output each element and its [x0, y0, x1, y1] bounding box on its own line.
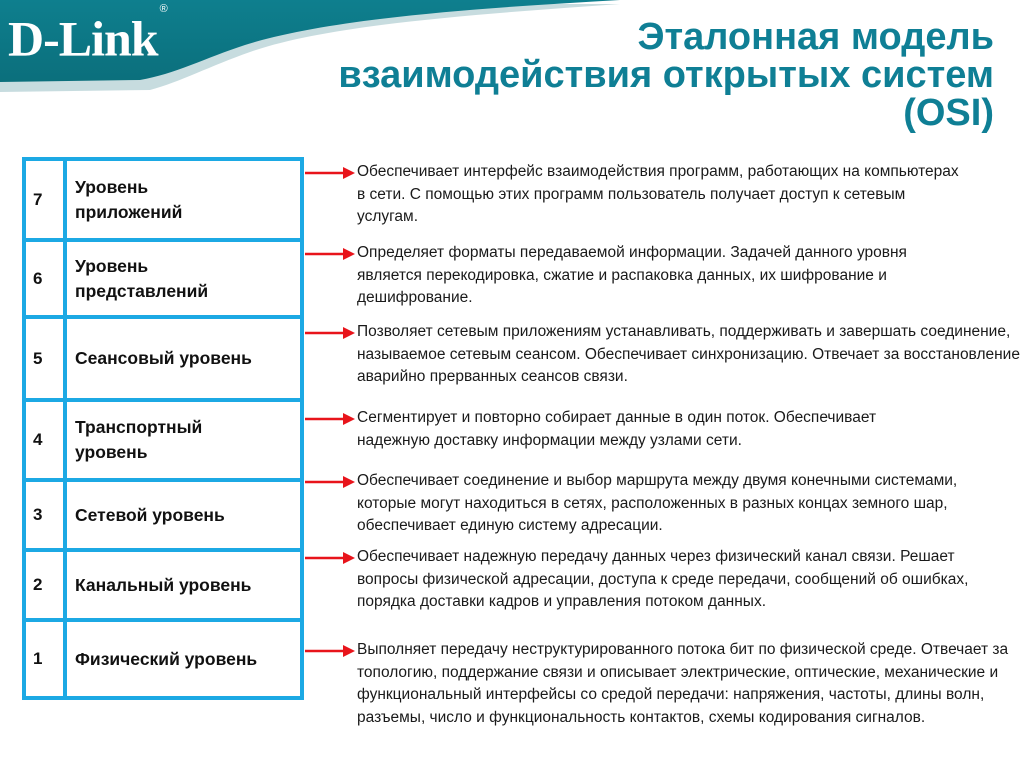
layer-desc-2 [305, 546, 997, 614]
layer-number: 3 [26, 482, 67, 548]
arrow-right-icon [305, 475, 357, 489]
layer-number: 4 [26, 402, 67, 478]
layer-desc-6 [305, 242, 947, 310]
layer-name: Уровень представлений [75, 255, 209, 301]
layer-name: Физический уровень [75, 648, 258, 669]
layer-name: Сеансовый уровень [75, 348, 252, 368]
arrow-right-icon [305, 326, 357, 340]
layer-row-1 [26, 618, 300, 696]
layer-description: Выполняет передачу неструктурированного потока бит по физической среде. Отвечает за топологию, поддержание связи и описывает электрические, оптические, механические и функциональный интерфейсы со средой передачи: напряжения, частоты, длины волн, разъемы, число и функциональность контактов, схемы кодирования сигналов. [357, 641, 1009, 726]
layer-number: 2 [26, 552, 67, 618]
layer-description: Сегментирует и повторно собирает данные в один поток. Обеспечивает надежную доставку информации между узлами сети. [357, 409, 877, 449]
layer-name: Сетевой уровень [75, 504, 225, 525]
layer-number: 5 [26, 319, 67, 398]
layer-desc-3 [305, 470, 982, 538]
layer-number: 7 [26, 161, 67, 238]
arrow-right-icon [305, 166, 357, 180]
layer-description: Определяет форматы передаваемой информации. Задачей данного уровня является перекодировка, сжатие и распаковка данных, их шифрование и дешифрование. [357, 244, 907, 306]
layer-desc-1 [305, 639, 1022, 729]
layer-row-4 [26, 398, 300, 478]
layer-desc-5 [305, 321, 1022, 389]
arrow-right-icon [305, 412, 357, 426]
osi-layers-table [22, 157, 304, 700]
arrow-right-icon [305, 644, 357, 658]
layer-description: Обеспечивает интерфейс взаимодействия программ, работающих на компьютерах в сети. С помощью этих программ пользователь получает доступ к сетевым услугам. [357, 163, 959, 225]
layer-desc-4 [305, 407, 947, 452]
layer-number: 6 [26, 242, 67, 315]
arrow-right-icon [305, 247, 357, 261]
layer-row-6 [26, 238, 300, 315]
layer-name: Транспортный уровень [75, 417, 203, 462]
title-line-2: взаимодействия открытых систем [338, 54, 994, 96]
layer-row-5 [26, 315, 300, 398]
page-title [338, 18, 994, 132]
layer-description: Обеспечивает соединение и выбор маршрута между двумя конечными системами, которые могут находиться в сетях, расположенных в разных концах земного шар, обеспечивает единую систему адресации. [357, 472, 958, 534]
title-line-3: (OSI) [903, 92, 994, 134]
layer-name: Канальный уровень [75, 574, 252, 595]
layer-row-3 [26, 478, 300, 548]
layer-description: Позволяет сетевым приложениям устанавливать, поддерживать и завершать соединение, называемое сетевым сеансом. Обеспечивает синхронизацию. Отвечает за восстановление аварийно прерванных сеансов связи. [357, 323, 1020, 385]
title-line-1: Эталонная модель [637, 16, 994, 58]
layer-desc-7 [305, 161, 967, 229]
layer-number: 1 [26, 622, 67, 696]
layer-description: Обеспечивает надежную передачу данных через физический канал связи. Решает вопросы физической адресации, доступа к среде передачи, сообщений об ошибках, порядка доставки кадров и управления потоком данных. [357, 548, 969, 610]
dlink-logo: D-Link® [8, 3, 167, 67]
layer-row-2 [26, 548, 300, 618]
arrow-right-icon [305, 551, 357, 565]
layer-row-7 [26, 161, 300, 238]
layer-name: Уровень приложений [75, 176, 183, 222]
